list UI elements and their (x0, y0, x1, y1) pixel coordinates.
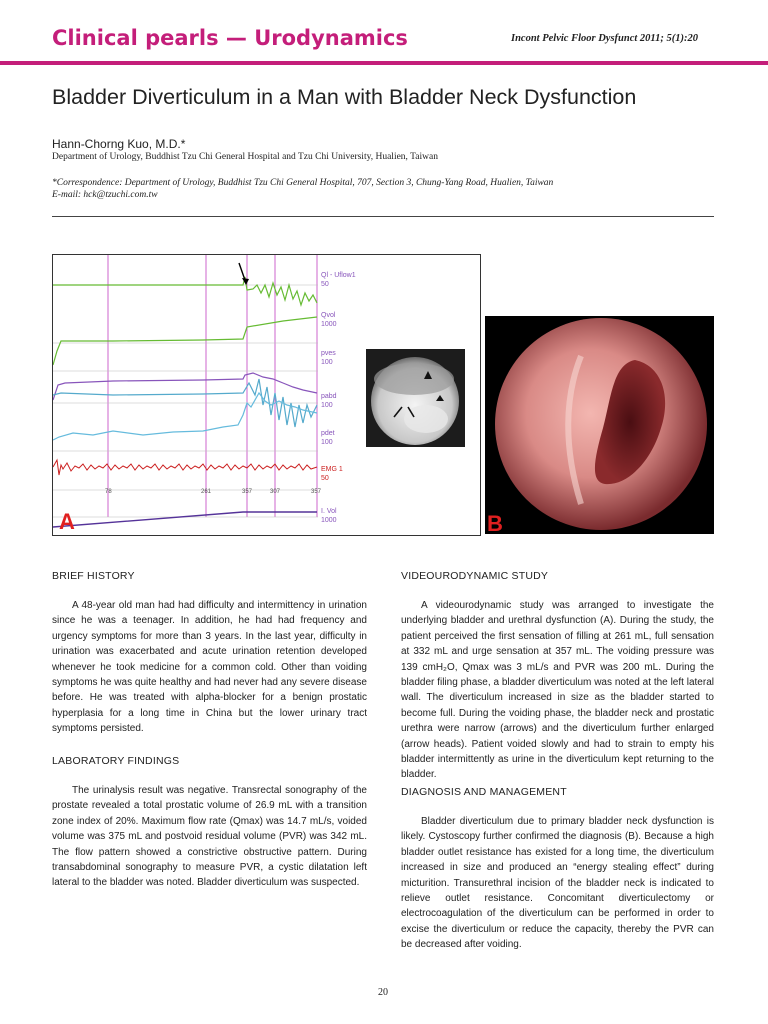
panel-b-label: B (487, 511, 503, 534)
flow-trace (53, 277, 317, 305)
time-tick-label: 78 (105, 489, 112, 495)
header-rule (0, 61, 768, 65)
channel-label: I. Vol (321, 508, 337, 515)
pdet-trace (53, 393, 317, 440)
channel-label: EMG 1 (321, 466, 343, 473)
channel-label: Qvol (321, 312, 336, 319)
diagnosis-management-body (401, 814, 714, 953)
cystoscopy-image (485, 316, 714, 534)
time-tick-label: 357 (311, 489, 322, 495)
paragraph: A 48-year old man had had difficulty and intermittency in urination since he was a teenager. In addition, he had had frequency and urgency symptoms for more than 3 years. In the last year, difficulty in urination was exacerbated and acute urination retention developed whenever he took medicine for a common cold. Other than voiding symptoms he was quite healthy and had never had any severe disease before. He was treated with alpha-blocker for a benign prostatic hyperplasia for a long time in China but the lower urinary tract symptoms persisted. (52, 600, 367, 735)
videourodynamic-study-body (401, 598, 714, 783)
channel-scale: 100 (321, 359, 333, 366)
section-title: Clinical pearls — Urodynamics (52, 26, 408, 50)
page-number: 20 (378, 987, 388, 998)
section-heading-laboratory-findings: LABORATORY FINDINGS (52, 755, 180, 767)
time-tick-label: 261 (201, 489, 212, 495)
author-name: Hann-Chorng Kuo, M.D.* (52, 137, 186, 151)
infused-volume-trace (53, 512, 317, 527)
channel-label: pabd (321, 393, 337, 400)
channel-label: pdet (321, 430, 335, 437)
voided-volume-trace (53, 317, 317, 365)
emg-trace (53, 460, 317, 475)
channel-scale: 1000 (321, 517, 337, 524)
title-divider (52, 216, 714, 217)
channel-scale: 100 (321, 439, 333, 446)
brief-history-body (52, 598, 367, 737)
channel-label: Ql - Uflow1 (321, 272, 356, 279)
channel-scale: 50 (321, 281, 329, 288)
correspondence: *Correspondence: Department of Urology, Buddhist Tzu Chi General Hospital, 707, Section 3, Chung-Yang Road, Hualien, Taiwan (52, 178, 554, 188)
journal-reference: Incont Pelvic Floor Dysfunct 2011; 5(1):20 (511, 33, 698, 44)
channel-label: pves (321, 350, 336, 357)
channel-scale: 1000 (321, 321, 337, 328)
laboratory-findings-body (52, 783, 367, 891)
time-tick-label: 357 (242, 489, 253, 495)
paragraph: Bladder diverticulum due to primary bladder neck dysfunction is likely. Cystoscopy further confirmed the diagnosis (B). Because a high bladder outlet resistance has existed for a long time, the diverticulum increased in size and produced an “energy stealing effect” during micturition. Transurethral incision of the bladder neck is indicated to relieve outlet resistance. Concomitant diverticulectomy or electrocoagulation of the diverticulum can be performed in order to excise the diverticulum or reduce the capacity, thereby the PVR can be decreased after voiding. (401, 816, 714, 951)
section-heading-brief-history: BRIEF HISTORY (52, 570, 135, 582)
article-title: Bladder Diverticulum in a Man with Bladder Neck Dysfunction (52, 85, 637, 109)
figure-panel-b (485, 316, 714, 534)
section-heading-diagnosis-management: DIAGNOSIS AND MANAGEMENT (401, 786, 567, 798)
channel-scale: 100 (321, 402, 333, 409)
time-tick-label: 307 (270, 489, 281, 495)
fluoroscopy-image (366, 349, 465, 447)
author-affiliation: Department of Urology, Buddhist Tzu Chi General Hospital and Tzu Chi University, Hualien, Taiwan (52, 152, 438, 162)
pves-trace (53, 373, 317, 400)
paragraph: A videourodynamic study was arranged to investigate the underlying bladder and urethral dysfunction (A). During the study, the patient perceived the first sensation of filling at 261 mL, full sensation at 332 mL and urge sensation at 357 mL. The voiding pressure was 139 cmH₂O, Qmax was 3 mL/s and PVR was 200 mL. During the bladder filing phase, a bladder diverticulum was noted at the left lateral wall. The diverticulum increased in size as the bladder started to become full. During the voiding phase, the bladder neck and prostatic urethra were narrow (arrows) and the diverticulum further enlarged (arrow heads). Patient voided slowly and had to strain to empty his bladder intermittently as urine in the diverticulum kept returning to the bladder. (401, 600, 714, 781)
paragraph: The urinalysis result was negative. Transrectal sonography of the prostate revealed a total prostatic volume of 26.9 mL with a transition zone index of 20%. Maximum flow rate (Qmax) was 14.7 mL/s, voided volume was 375 mL and postvoid residual volume (PVR) was 342 mL. The flow pattern showed a constrictive obstructive pattern. During transabdominal sonography to measure PVR, a cystic dilatation left lateral to the bladder was noted. Bladder diverticulum was suspected. (52, 785, 367, 889)
panel-a-label: A (59, 509, 75, 534)
channel-scale: 50 (321, 475, 329, 482)
section-heading-videourodynamic-study: VIDEOURODYNAMIC STUDY (401, 570, 549, 582)
email-address: E-mail: hck@tzuchi.com.tw (52, 190, 158, 200)
